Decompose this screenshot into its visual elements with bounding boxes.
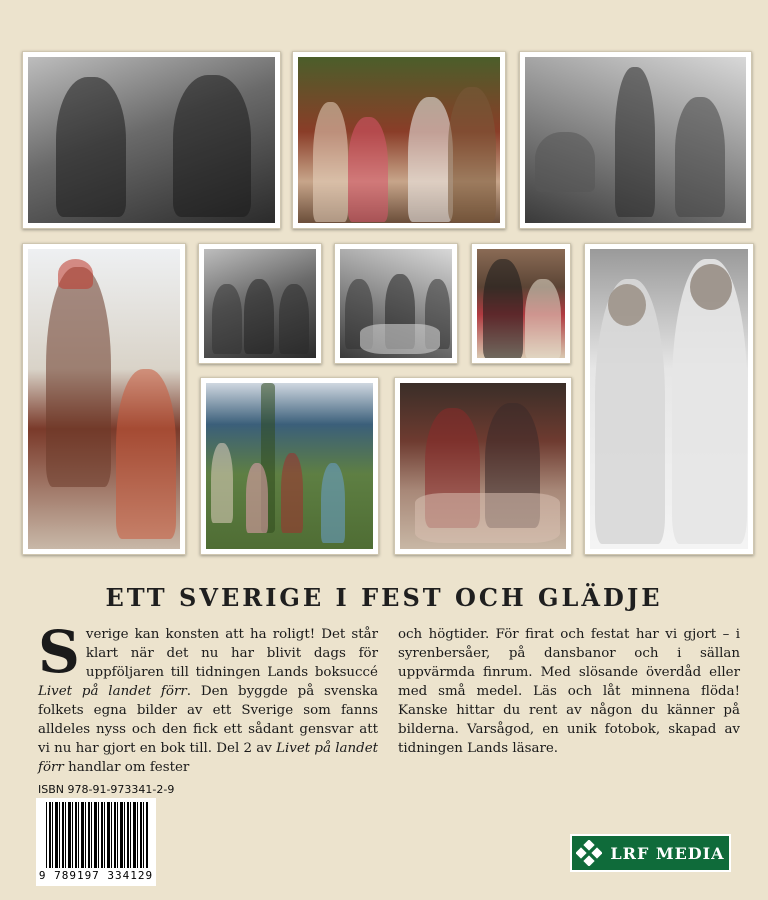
photo-family-group: [292, 51, 506, 229]
body-text-left: [38, 618, 379, 777]
body-text-part: verige kan konsten att ha roligt! Det står klart när det nu har blivit dags för uppföljaren till tidningen Lands boksuccé: [85, 627, 378, 680]
barcode-bars: [46, 802, 148, 868]
photo-family-table: [519, 51, 752, 229]
drop-cap: S: [38, 618, 80, 686]
book-title: Livet på landet förr: [38, 684, 187, 699]
body-text-right: och högtider. För firat och festat har vi gjort – i syrenbersåer, på dansbanor och i sällan uppvärmda finrum. Med slösande överdåd eller med små medel. Läs och låt minnena flöda! Kanske hittar du rent av någon du känner på bilderna. Varsågod, en unik fotobok, skapad av tidningen Lands läsare.: [398, 627, 740, 756]
photo-girls-praying: [584, 243, 754, 555]
body-text-part: . Den byggde på svenska folkets egna bilder av ett Sverige som fanns alldeles nyss och den fick ett sådant gensvar att vi nu har gjort en bok till. Del 2 av: [38, 684, 378, 756]
page-headline: ETT SVERIGE I FEST OCH GLÄDJE: [105, 583, 663, 612]
clover-diamond-icon: [576, 840, 602, 866]
publisher-logo: [570, 834, 731, 872]
isbn-label: ISBN 978-91-973341-2-9: [38, 783, 175, 796]
photo-santa-door: [22, 243, 186, 555]
barcode-number: 9 789197 334129: [38, 869, 154, 882]
body-text-part: handlar om fester: [63, 760, 190, 775]
publisher-name: LRF MEDIA: [610, 843, 725, 863]
book-title: Livet på landet förr: [38, 741, 379, 775]
barcode: [36, 798, 156, 886]
photo-priest-wedding: [471, 243, 571, 364]
photo-maypole-dance: [200, 377, 379, 555]
photo-easter-witches: [394, 377, 572, 555]
photo-dinner-party: [334, 243, 458, 364]
photo-party-hats: [198, 243, 322, 364]
photo-two-girls-dresses: [22, 51, 281, 229]
